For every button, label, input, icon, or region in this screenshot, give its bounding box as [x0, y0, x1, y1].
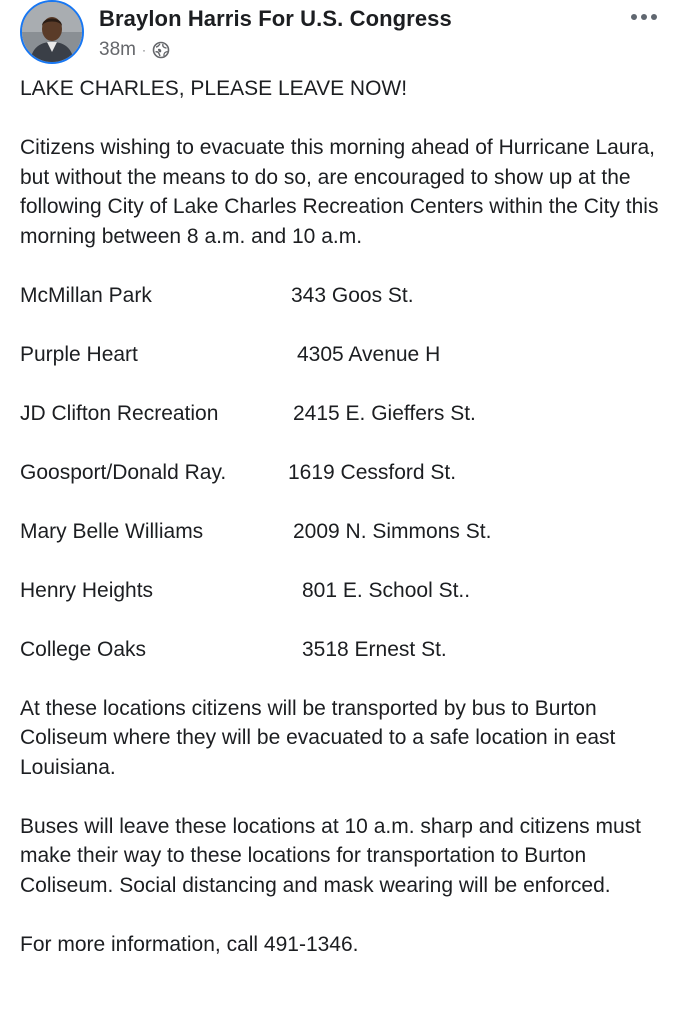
location-address: 343 Goos St. [291, 283, 414, 307]
location-row [20, 635, 660, 665]
location-address: 1619 Cessford St. [288, 460, 457, 484]
post-body [20, 74, 660, 989]
location-row [20, 340, 660, 370]
globe-icon[interactable] [152, 41, 170, 59]
more-dot [631, 14, 637, 20]
more-dot [641, 14, 647, 20]
location-name: Henry Heights [20, 578, 154, 602]
page-name-link[interactable]: Braylon Harris For U.S. Congress [99, 6, 452, 31]
avatar[interactable] [20, 0, 84, 64]
intro-paragraph: Citizens wishing to evacuate this morning ahead of Hurricane Laura, but without the means to do so, are encouraged to show up at the following City of Lake Charles Recreation Centers within the City this morning between 8 a.m. and 10 a.m. [20, 136, 659, 248]
location-name: JD Clifton Recreation [20, 401, 219, 425]
headline: LAKE CHARLES, PLEASE LEAVE NOW! [20, 77, 408, 100]
more-dot [651, 14, 657, 20]
contact-paragraph: For more information, call 491-1346. [20, 932, 359, 956]
location-row [20, 576, 660, 606]
location-address: 2415 E. Gieffers St. [293, 401, 476, 425]
buses-paragraph: Buses will leave these locations at 10 a.m. sharp and citizens must make their way to these locations for transportation to Burton Coliseum. Social distancing and mask wearing will be enforced. [20, 814, 641, 897]
location-address: 3518 Ernest St. [302, 637, 447, 661]
post-header [0, 0, 676, 72]
timestamp-link[interactable]: 38m [99, 39, 136, 60]
post-meta [99, 38, 170, 62]
location-row [20, 399, 660, 429]
avatar-photo [22, 2, 82, 62]
transport-paragraph: At these locations citizens will be transported by bus to Burton Coliseum where they will be evacuated to a safe location in east Louisiana. [20, 696, 616, 779]
meta-separator: · [141, 43, 146, 57]
more-options-icon[interactable] [624, 4, 664, 30]
location-name: Purple Heart [20, 342, 138, 366]
location-address: 801 E. School St.. [302, 578, 471, 602]
location-row [20, 281, 660, 311]
location-name: College Oaks [20, 637, 147, 661]
location-name: Goosport/Donald Ray. [20, 460, 227, 484]
location-row [20, 458, 660, 488]
location-address: 4305 Avenue H [297, 342, 441, 366]
location-name: Mary Belle Williams [20, 519, 204, 543]
location-name: McMillan Park [20, 283, 152, 307]
location-row [20, 517, 660, 547]
location-address: 2009 N. Simmons St. [293, 519, 492, 543]
